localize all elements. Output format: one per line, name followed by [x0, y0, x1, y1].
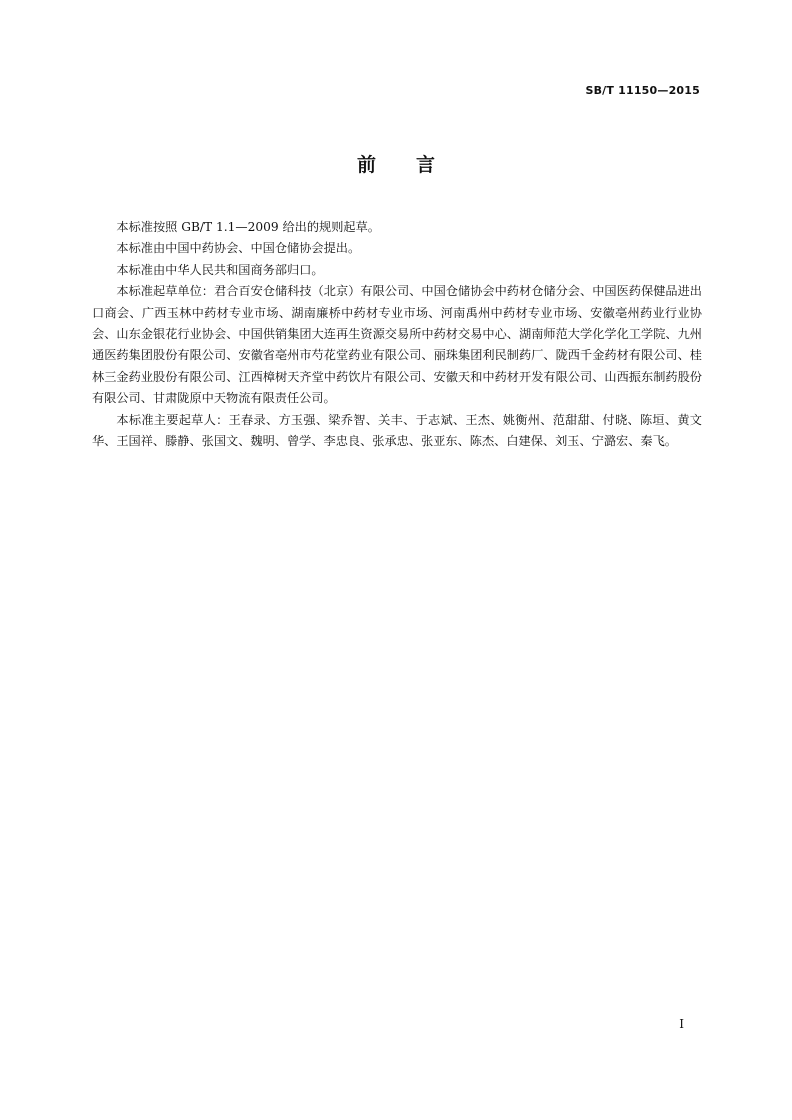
paragraph-drafting-units: 本标准起草单位：君合百安仓储科技（北京）有限公司、中国仓储协会中药材仓储分会、中国医药保健品进出口商会、广西玉林中药材专业市场、湖南廉桥中药材专业市场、河南禹州中药材专业市场、安徽亳州药业行业协会、山东金银花行业协会、中国供销集团大连再生资源交易所中药材交易中心、湖南师范大学化学化工学院、九州通医药集团股份有限公司、安徽省亳州市芍花堂药业有限公司、丽珠集团利民制药厂、陇西千金药材有限公司、桂林三金药业股份有限公司、江西樟树天齐堂中药饮片有限公司、安徽天和中药材开发有限公司、山西振东制药股份有限公司、甘肃陇原中天物流有限责任公司。	[92, 284, 702, 406]
page-number: I	[679, 1017, 684, 1031]
paragraph-proposer: 本标准由中国中药协会、中国仓储协会提出。	[116, 241, 361, 256]
paragraph-responsible-authority: 本标准由中华人民共和国商务部归口。	[116, 262, 324, 277]
foreword-body	[92, 217, 702, 452]
paragraph-drafting-rules: 本标准按照 GB/T 1.1—2009 给出的规则起草。	[116, 220, 380, 234]
page-title: 前言	[356, 154, 475, 176]
paragraph-drafters: 本标准主要起草人：王春录、方玉强、梁乔智、关丰、于志斌、王杰、姚衡州、范甜甜、付晓、陈垣、黄文华、王国祥、滕静、张国文、魏明、曾学、李忠良、张承忠、张亚东、陈杰、白建保、刘玉、宁潞宏、秦飞。	[92, 412, 702, 449]
document-code: SB/T 11150—2015	[585, 84, 700, 97]
